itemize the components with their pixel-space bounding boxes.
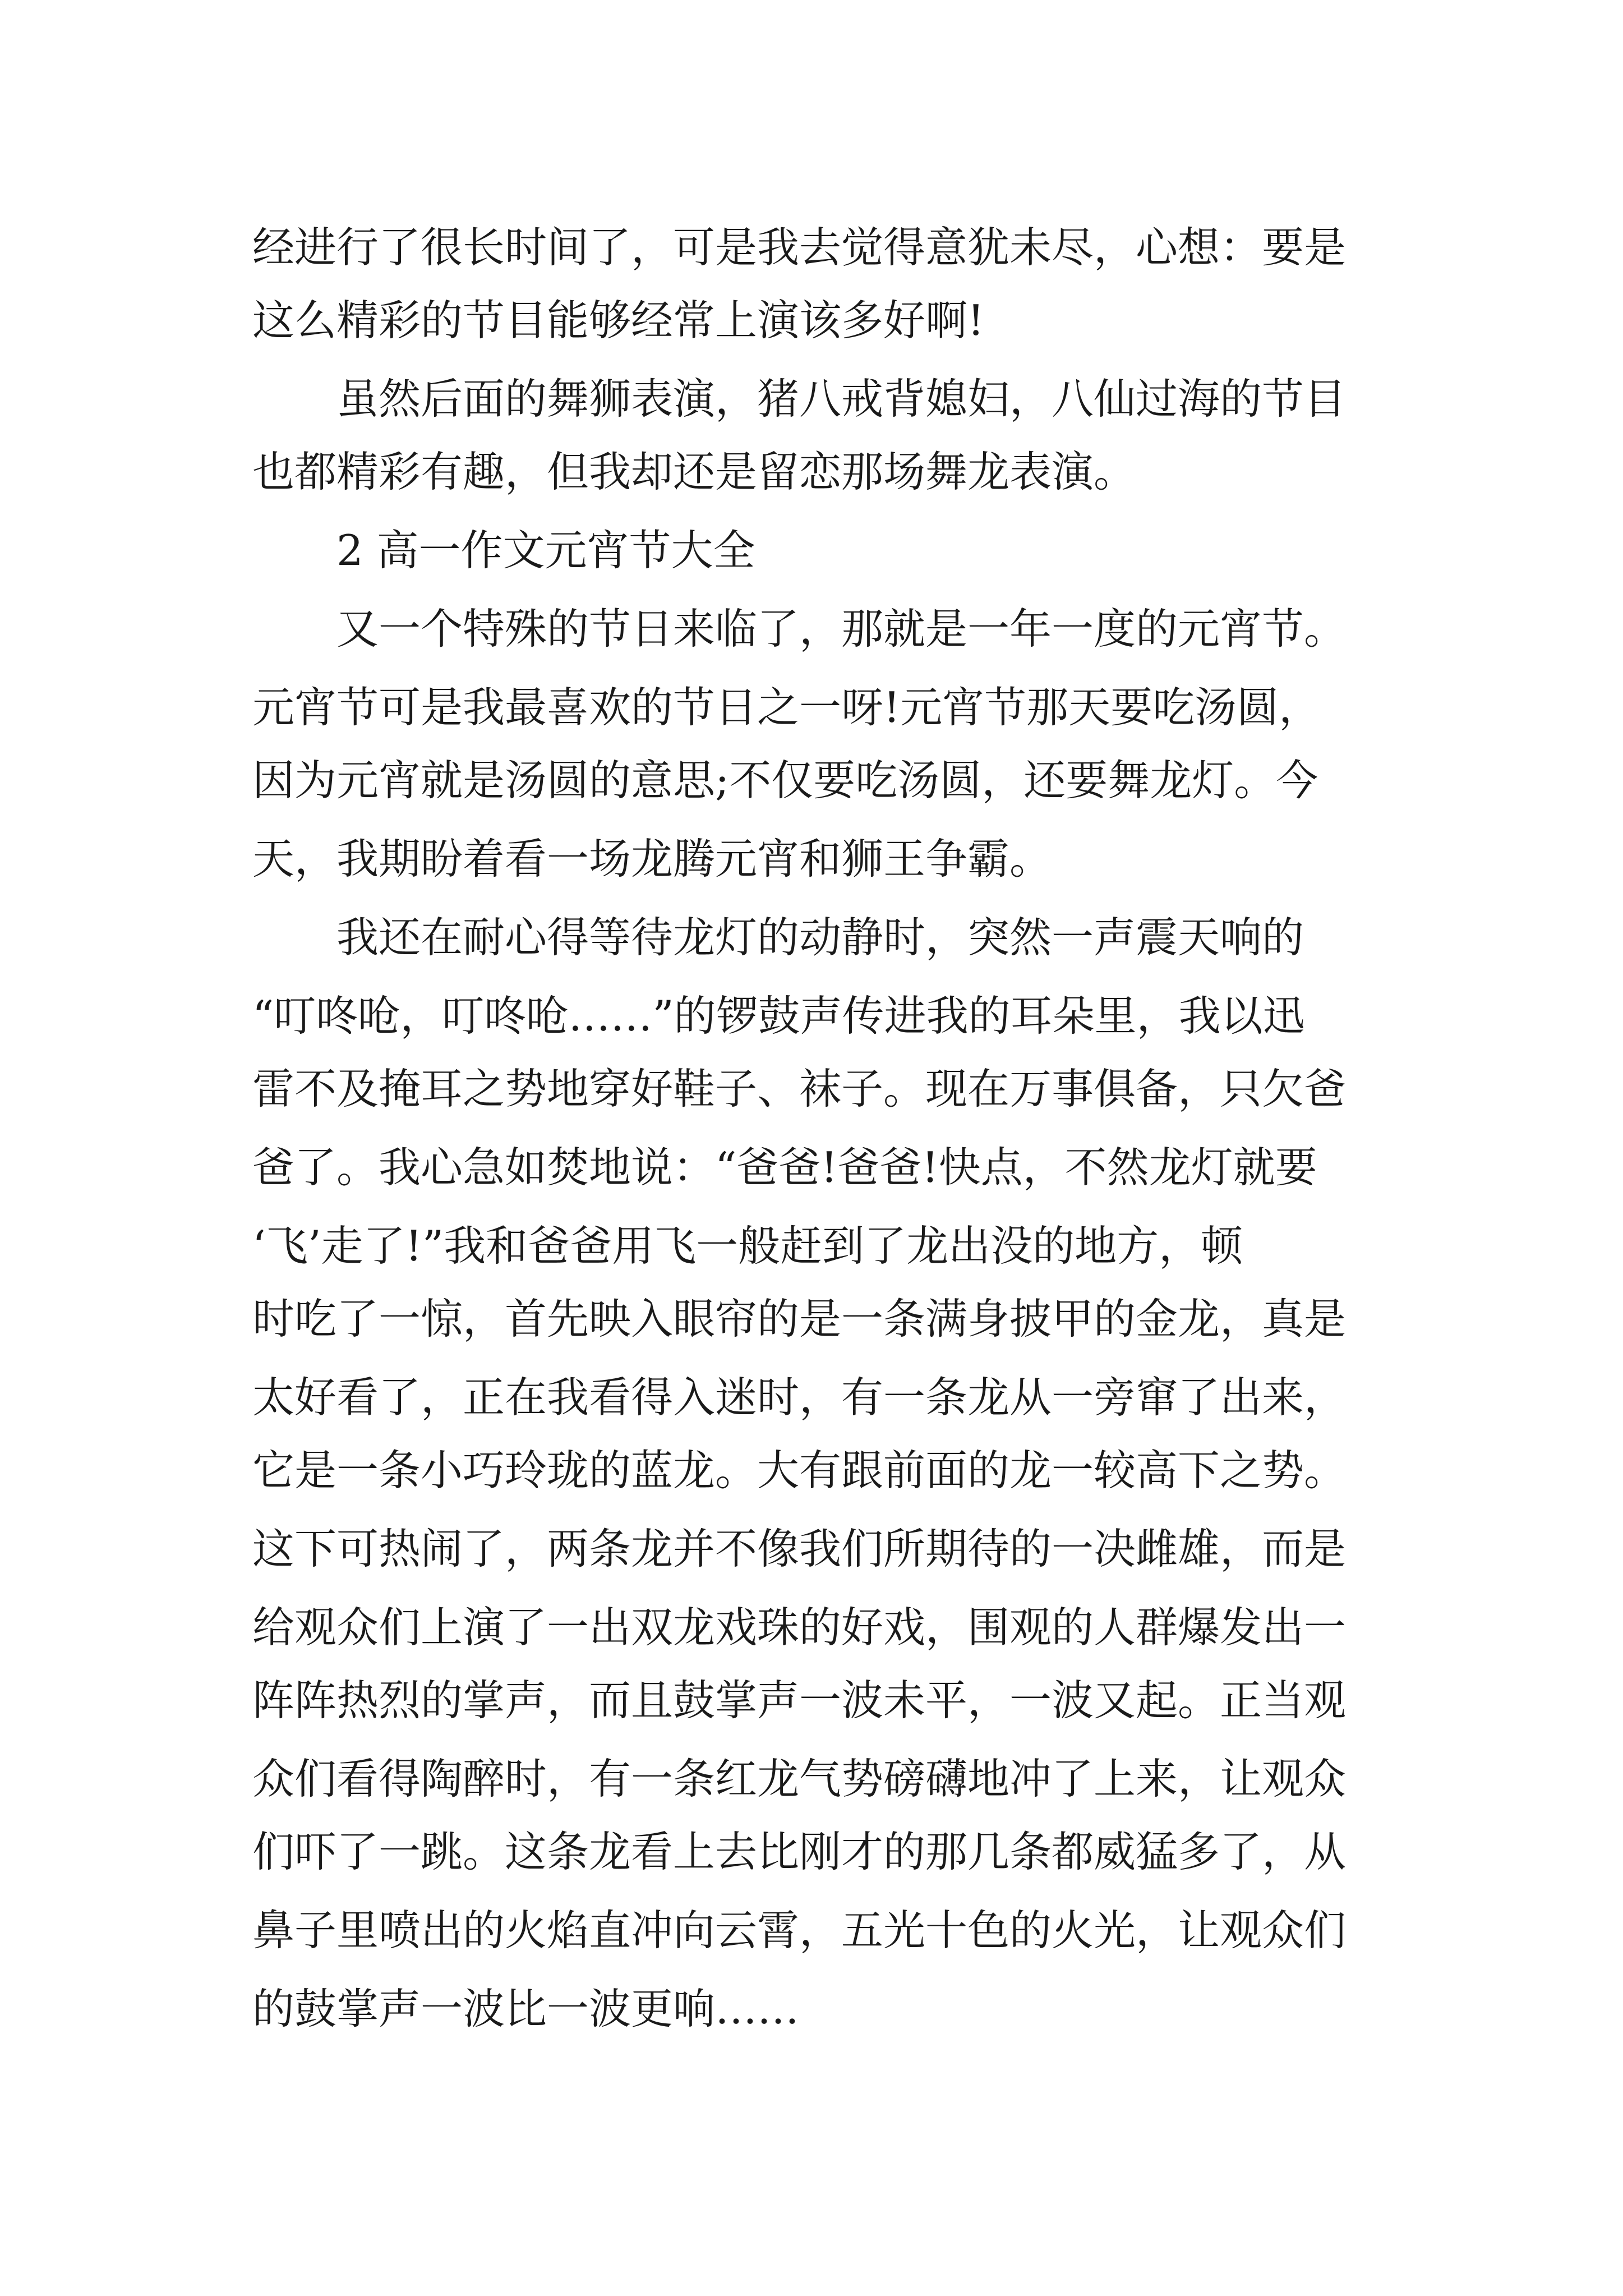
paragraph-first-line: 又一个特殊的节日来临了，那就是一年一度的元宵节。 (336, 604, 1347, 654)
text-line: 时吃了一惊，首先映入眼帘的是一条满身披甲的金龙，真是 (252, 1294, 1347, 1343)
text-line: 爸了。我心急如焚地说：“爸爸!爸爸!快点，不然龙灯就要 (252, 1143, 1317, 1192)
text-line: 天，我期盼着看一场龙腾元宵和狮王争霸。 (252, 834, 1052, 884)
text-line: 众们看得陶醉时，有一条红龙气势磅礴地冲了上来，让观众 (252, 1754, 1347, 1803)
text-line: 这下可热闹了，两条龙并不像我们所期待的一决雌雄，而是 (252, 1524, 1347, 1573)
text-line: 鼻子里喷出的火焰直冲向云霄，五光十色的火光，让观众们 (252, 1906, 1347, 1955)
text-line: 太好看了，正在我看得入迷时，有一条龙从一旁窜了出来， (252, 1373, 1347, 1422)
text-line: 这么精彩的节目能够经常上演该多好啊! (252, 296, 985, 345)
text-line: 元宵节可是我最喜欢的节日之一呀!元宵节那天要吃汤圆， (252, 683, 1321, 732)
text-line: 给观众们上演了一出双龙戏珠的好戏，围观的人群爆发出一 (252, 1603, 1347, 1652)
text-line: 阵阵热烈的掌声，而且鼓掌声一波未平，一波又起。正当观 (252, 1676, 1347, 1725)
section-heading: 2 高一作文元宵节大全 (336, 526, 755, 575)
text-line: 它是一条小巧玲珑的蓝龙。大有跟前面的龙一较高下之势。 (252, 1446, 1347, 1495)
text-line: 们吓了一跳。这条龙看上去比刚才的那几条都威猛多了，从 (252, 1827, 1347, 1876)
text-line: 的鼓掌声一波比一波更响…… (252, 1984, 800, 2033)
text-line: 也都精彩有趣，但我却还是留恋那场舞龙表演。 (252, 447, 1136, 496)
text-line: 经进行了很长时间了，可是我去觉得意犹未尽，心想：要是 (252, 223, 1347, 272)
paragraph-first-line: 虽然后面的舞狮表演，猪八戒背媳妇，八仙过海的节目 (336, 374, 1347, 424)
text-line: “叮咚呛，叮咚呛……”的锣鼓声传进我的耳朵里，我以迅 (252, 991, 1305, 1041)
paragraph-first-line: 我还在耐心得等待龙灯的动静时，突然一声震天响的 (336, 913, 1304, 962)
text-line: 因为元宵就是汤圆的意思;不仅要吃汤圆，还要舞龙灯。今 (252, 756, 1318, 805)
text-line: ‘飞’走了!”我和爸爸用飞一般赶到了龙出没的地方，顿 (252, 1221, 1243, 1271)
text-line: 雷不及掩耳之势地穿好鞋子、袜子。现在万事俱备，只欠爸 (252, 1064, 1347, 1114)
